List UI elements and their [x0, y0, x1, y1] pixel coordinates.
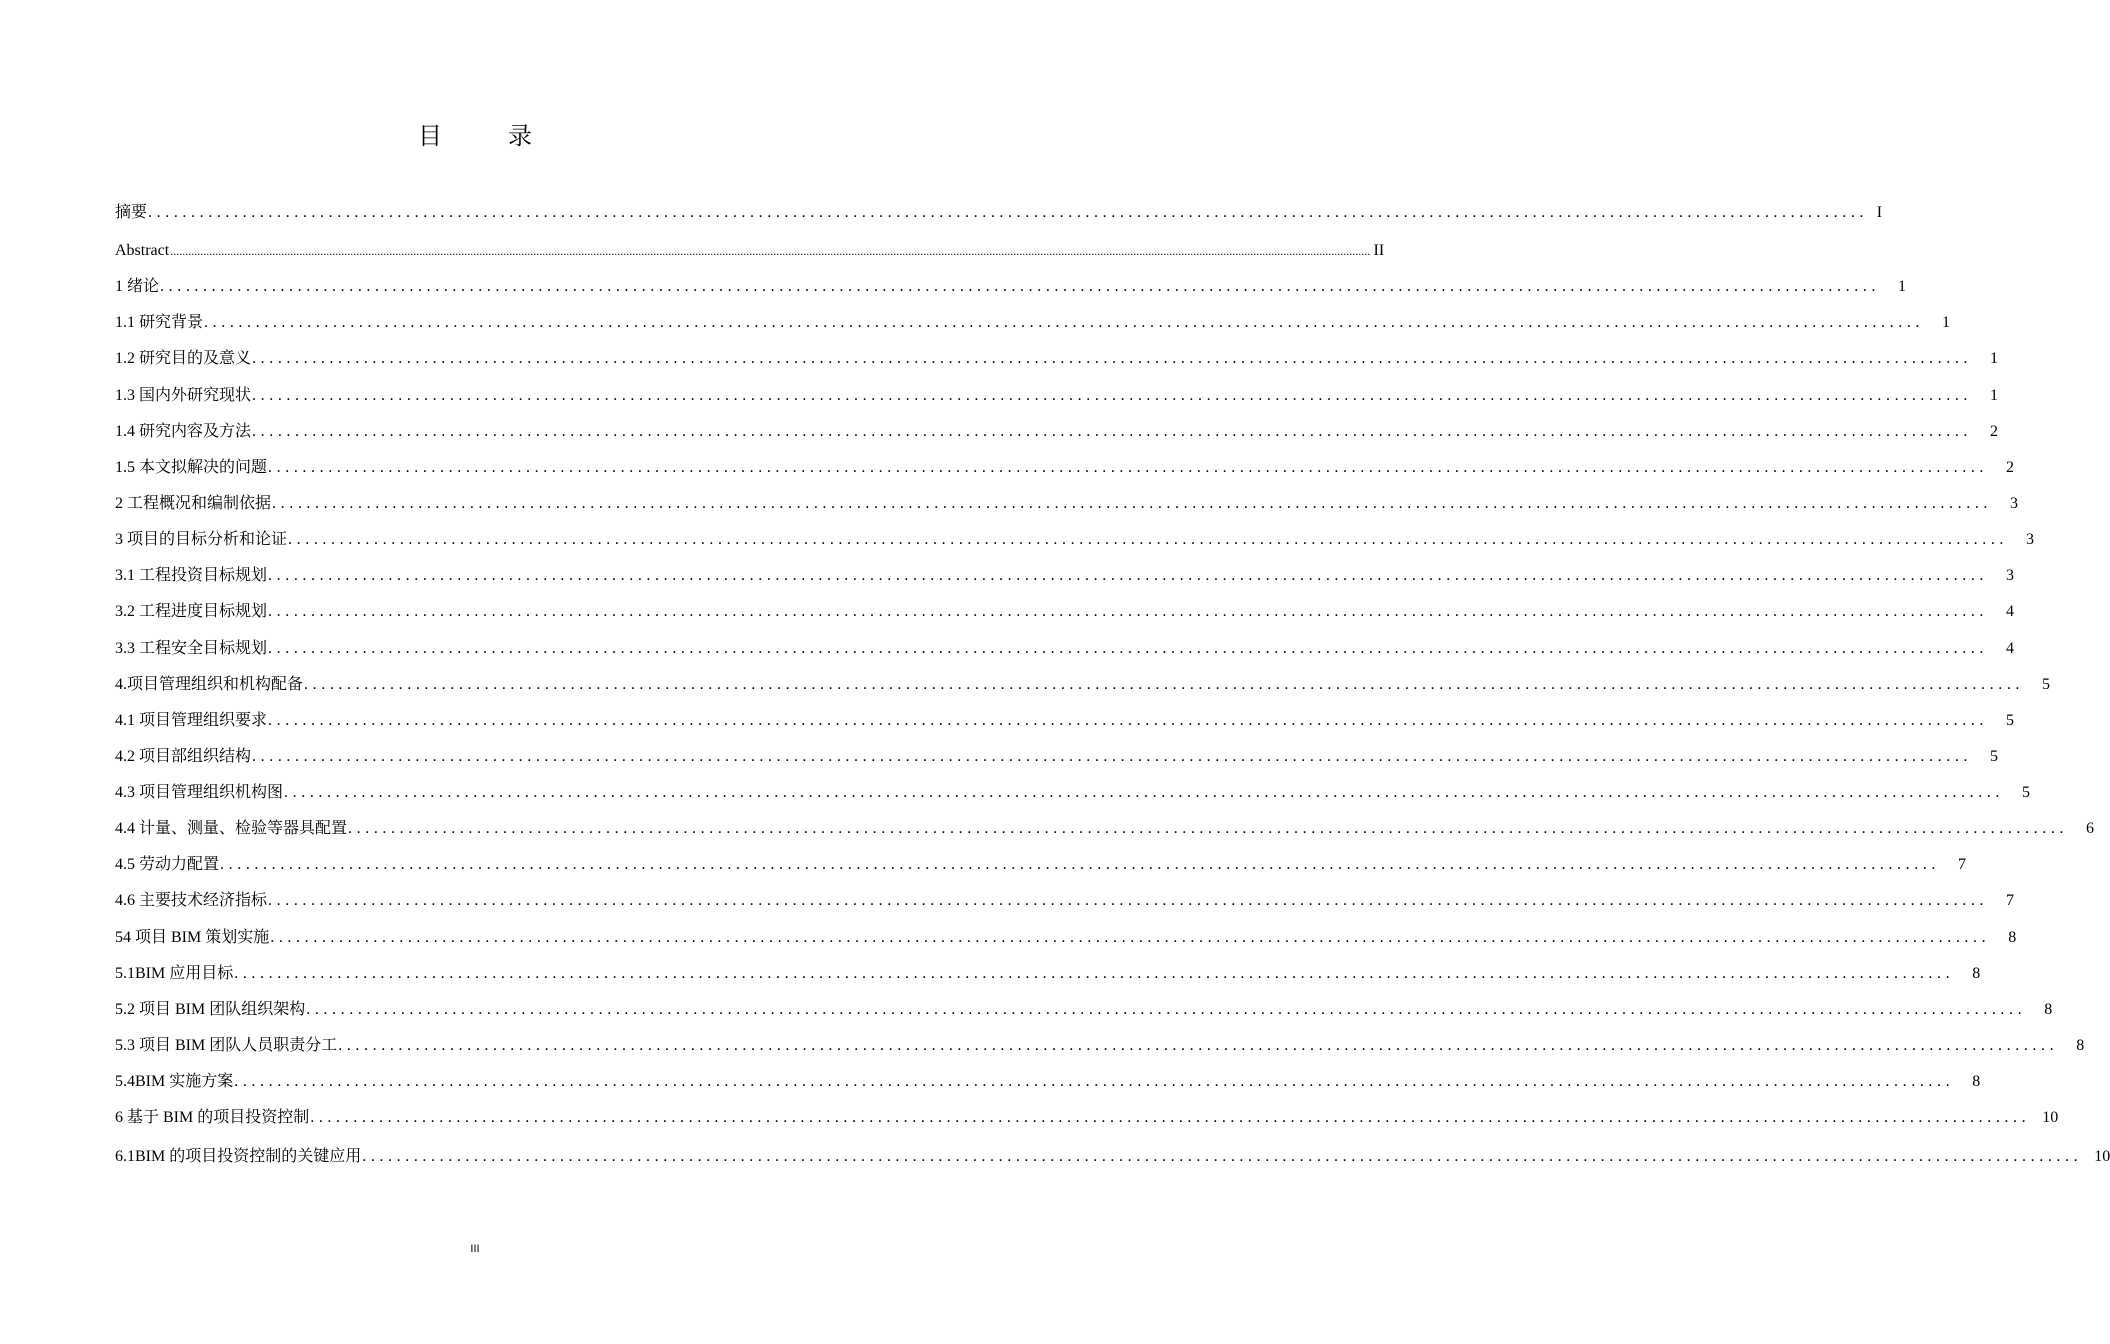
- toc-dot-leader: ........................................................................................................................................................................................................: [220, 856, 1941, 873]
- toc-entry-label: 3.1 工程投资目标规划: [115, 567, 268, 584]
- toc-entry-label: 5.2 项目 BIM 团队组织架构: [115, 1001, 306, 1018]
- toc-entry[interactable]: [115, 1106, 2059, 1130]
- toc-entry[interactable]: [115, 709, 2015, 733]
- toc-entry-label: 1.2 研究目的及意义: [115, 350, 252, 367]
- toc-dot-leader: ........................................................................................................................................................................................................: [148, 204, 1869, 221]
- toc-entry-label: 4.3 项目管理组织机构图: [115, 784, 284, 801]
- toc-dot-leader: ........................................................................................................................................................................................................: [268, 603, 1989, 620]
- toc-dot-leader: ........................................................................................................................................................................................................: [204, 314, 1925, 331]
- toc-entry[interactable]: [115, 420, 1999, 444]
- toc-entry-page: 4: [2006, 603, 2015, 620]
- toc-entry-label: 1.4 研究内容及方法: [115, 423, 252, 440]
- toc-entry[interactable]: [115, 384, 1999, 408]
- footer-page-number: III: [470, 1243, 480, 1255]
- toc-dot-leader: ........................................................................................................................................................................................................: [252, 748, 1973, 765]
- toc-dot-leader: ........................................................................................................................................................................................................: [268, 712, 1989, 729]
- toc-dot-leader: ........................................................................................................................................................................................................: [310, 1109, 2031, 1126]
- toc-dot-leader: ........................................................................................................................................................................................................: [252, 423, 1973, 440]
- toc-entry-page: 5: [2006, 712, 2015, 729]
- toc-entry[interactable]: [115, 1070, 1981, 1094]
- toc-entry-label: 1.1 研究背景: [115, 314, 204, 331]
- toc-entry-page: 8: [1972, 1073, 1981, 1090]
- toc-entry-page: 7: [2006, 892, 2015, 909]
- toc-entry-label: 5.3 项目 BIM 团队人员职责分工: [115, 1037, 338, 1054]
- toc-dot-leader: ........................................................................................................................................................................................................: [272, 495, 1993, 512]
- toc-entry-page: 8: [1972, 965, 1981, 982]
- toc-entry-page: 5: [2042, 676, 2051, 693]
- toc-entry-page: 8: [2076, 1037, 2085, 1054]
- toc-entry-label: 6.1BIM 的项目投资控制的关键应用: [115, 1148, 362, 1165]
- toc-entry-page: 7: [1958, 856, 1967, 873]
- toc-dot-leader: ........................................................................................................................................................................................................: [306, 1001, 2027, 1018]
- toc-entry-page: 1: [1990, 387, 1999, 404]
- toc-entry-label: 4.1 项目管理组织要求: [115, 712, 268, 729]
- toc-entry[interactable]: [115, 239, 1385, 263]
- toc-entry-label: 3.2 工程进度目标规划: [115, 603, 268, 620]
- toc-entry[interactable]: [115, 1034, 2085, 1058]
- toc-entry-label: 2 工程概况和编制依据: [115, 495, 272, 512]
- toc-dot-leader: ........................................................................................................................................................................................................: [288, 531, 2009, 548]
- toc-dot-leader: ........................................................................................................................................................................................................: [304, 676, 2025, 693]
- toc-entry[interactable]: [115, 564, 2015, 588]
- toc-entry[interactable]: [115, 492, 2019, 516]
- toc-entry-page: 1: [1990, 350, 1999, 367]
- toc-dot-leader: ........................................................................................................................................................................................................: [268, 459, 1989, 476]
- page-title: 目 录: [418, 124, 562, 150]
- toc-entry[interactable]: [115, 962, 1981, 986]
- toc-entry-label: 54 项目 BIM 策划实施: [115, 929, 270, 946]
- toc-entry-page: 8: [2008, 929, 2017, 946]
- toc-dot-leader: ........................................................................................................................................................................................................: [348, 820, 2069, 837]
- toc-entry-label: 4.5 劳动力配置: [115, 856, 220, 873]
- toc-entry[interactable]: [115, 528, 2035, 552]
- toc-dot-leader: ........................................................................................................................................................................................................: [268, 567, 1989, 584]
- toc-entry-label: 1.5 本文拟解决的问题: [115, 459, 268, 476]
- toc-entry-page: 2: [2006, 459, 2015, 476]
- toc-entry-label: 3 项目的目标分析和论证: [115, 531, 288, 548]
- toc-entry[interactable]: [115, 889, 2015, 913]
- toc-dot-leader: ........................................................................................................................................................................................................: [284, 784, 2005, 801]
- toc-dot-leader: ........................................................................................................................................................................................................: [270, 929, 1991, 946]
- toc-entry-label: 3.3 工程安全目标规划: [115, 640, 268, 657]
- toc-entry-label: 4.6 主要技术经济指标: [115, 892, 268, 909]
- toc-dot-leader: ........................................................................................................................................................................................................: [234, 1073, 1955, 1090]
- toc-dot-leader: ........................................................................................................................................................................................................: [252, 350, 1973, 367]
- toc-dot-leader: ........................................................................................................................................................................................................: [362, 1148, 2083, 1165]
- toc-entry-page: 10: [2042, 1109, 2059, 1126]
- toc-entry-page: 3: [2026, 531, 2035, 548]
- toc-entry[interactable]: [115, 347, 1999, 371]
- toc-entry[interactable]: [115, 998, 2053, 1022]
- toc-entry-page: 1: [1898, 278, 1907, 295]
- toc-entry[interactable]: [115, 926, 2017, 950]
- toc-entry[interactable]: [115, 311, 1951, 335]
- toc-entry[interactable]: [115, 456, 2015, 480]
- toc-entry-label: 4.2 项目部组织结构: [115, 748, 252, 765]
- toc-entry-page: 3: [2010, 495, 2019, 512]
- toc-entry-label: 6 基于 BIM 的项目投资控制: [115, 1109, 310, 1126]
- toc-entry[interactable]: [115, 1145, 2110, 1169]
- toc-entry-page: I: [1876, 204, 1883, 221]
- toc-entry-page: 4: [2006, 640, 2015, 657]
- toc-entry[interactable]: [115, 201, 1883, 225]
- toc-entry-page: 1: [1942, 314, 1951, 331]
- toc-entry[interactable]: [115, 275, 1907, 299]
- toc-entry[interactable]: [115, 637, 2015, 661]
- toc-entry[interactable]: [115, 600, 2015, 624]
- toc-dot-leader: ................................................................................................................................................................................................................................................................................................................................................................................................................: [170, 244, 1371, 258]
- toc-entry-label: 5.4BIM 实施方案: [115, 1073, 234, 1090]
- toc-entry-page: 6: [2086, 820, 2095, 837]
- toc-entry-label: 1.3 国内外研究现状: [115, 387, 252, 404]
- toc-entry-page: 2: [1990, 423, 1999, 440]
- toc-entry[interactable]: [115, 673, 2051, 697]
- toc-dot-leader: ........................................................................................................................................................................................................: [268, 640, 1989, 657]
- toc-dot-leader: ........................................................................................................................................................................................................: [252, 387, 1973, 404]
- toc-entry-label: 4.4 计量、测量、检验等器具配置: [115, 820, 348, 837]
- toc-entry[interactable]: [115, 781, 2031, 805]
- toc-entry-label: 1 绪论: [115, 278, 160, 295]
- toc-dot-leader: ........................................................................................................................................................................................................: [338, 1037, 2059, 1054]
- toc-entry[interactable]: [115, 853, 1967, 877]
- toc-entry-label: Abstract: [115, 242, 170, 259]
- toc-entry-page: II: [1373, 242, 1385, 259]
- toc-entry[interactable]: [115, 745, 1999, 769]
- toc-entry-page: 5: [1990, 748, 1999, 765]
- toc-entry[interactable]: [115, 817, 2095, 841]
- toc-dot-leader: ........................................................................................................................................................................................................: [234, 965, 1955, 982]
- toc-entry-page: 5: [2022, 784, 2031, 801]
- toc-entry-page: 8: [2044, 1001, 2053, 1018]
- toc-entry-page: 3: [2006, 567, 2015, 584]
- toc-entry-label: 4.项目管理组织和机构配备: [115, 676, 304, 693]
- toc-entry-label: 5.1BIM 应用目标: [115, 965, 234, 982]
- toc-entry-label: 摘要: [115, 204, 148, 221]
- toc-entry-page: 10: [2094, 1148, 2110, 1165]
- toc-dot-leader: ........................................................................................................................................................................................................: [268, 892, 1989, 909]
- toc-dot-leader: ........................................................................................................................................................................................................: [160, 278, 1881, 295]
